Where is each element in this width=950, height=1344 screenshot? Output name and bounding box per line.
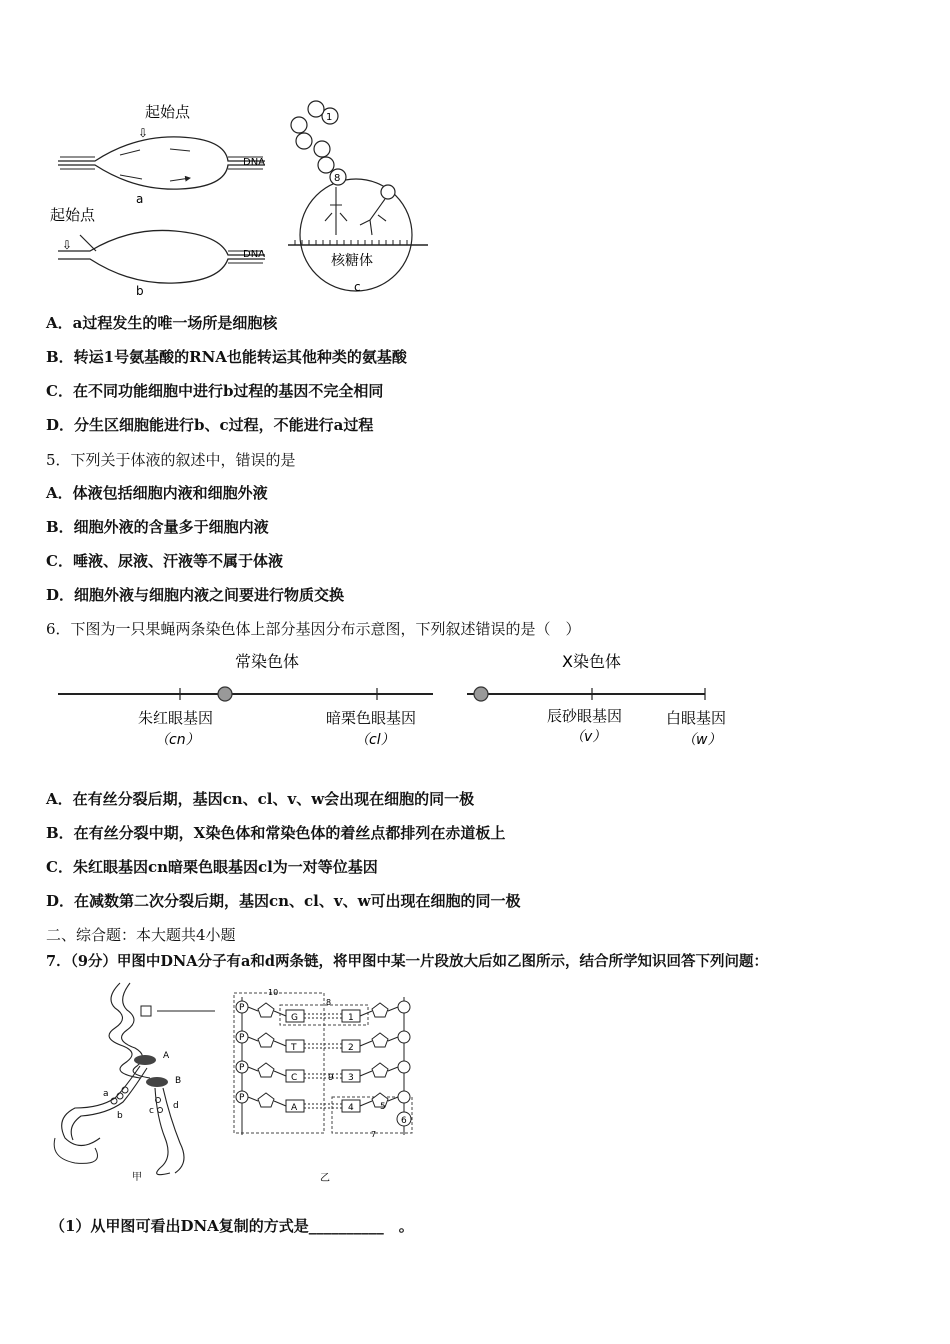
gene-cn: 朱红眼基因 xyxy=(138,709,214,727)
dna-segment-figure-yi xyxy=(228,985,418,1190)
q4-option-b: B．转运1号氨基酸的RNA也能转运其他种类的氨基酸 xyxy=(46,348,407,366)
gene-cn-symbol: （cn） xyxy=(155,732,200,748)
label-dna-a: DNA xyxy=(243,157,266,168)
label-one: 1 xyxy=(326,112,333,123)
label-b: b xyxy=(136,284,144,298)
jia-label-b: b xyxy=(117,1111,123,1121)
label-start-b: 起始点 xyxy=(50,206,96,224)
jia-label-c: c xyxy=(149,1106,154,1116)
yi-phosphate-4: P xyxy=(239,1093,245,1103)
chromosome-gene-map xyxy=(50,645,750,755)
q5-option-c: C．唾液、尿液、汗液等不属于体液 xyxy=(46,552,283,570)
yi-label-9: 9 xyxy=(328,1073,334,1083)
q7-sub1: （1）从甲图可看出DNA复制的方式是__________ 。 xyxy=(50,1217,414,1235)
section-2-heading: 二、综合题：本大题共4小题 xyxy=(46,926,236,944)
yi-base-1: 1 xyxy=(348,1013,354,1023)
yi-label-8: 8 xyxy=(326,998,332,1007)
jia-label-a: a xyxy=(103,1089,109,1099)
yi-base-T: T xyxy=(291,1043,297,1053)
label-eight: 8 xyxy=(334,173,341,184)
jia-label-B: B xyxy=(175,1076,182,1086)
label-ribosome: 核糖体 xyxy=(331,253,373,269)
q6-option-b: B．在有丝分裂中期，X染色体和常染色体的着丝点都排列在赤道板上 xyxy=(46,824,506,842)
jia-label-A: A xyxy=(163,1051,170,1061)
q4-option-d: D．分生区细胞能进行b、c过程，不能进行a过程 xyxy=(46,416,374,434)
gene-cl: 暗栗色眼基因 xyxy=(326,709,417,727)
yi-base-3: 3 xyxy=(348,1073,354,1083)
dna-replication-fork-figure-jia xyxy=(45,978,225,1188)
gene-cl-symbol: （cl） xyxy=(355,732,395,748)
q5-stem: 5．下列关于体液的叙述中，错误的是 xyxy=(46,451,296,469)
q5-option-b: B．细胞外液的含量多于细胞内液 xyxy=(46,518,269,536)
yi-base-C: C xyxy=(291,1073,298,1083)
yi-base-G: G xyxy=(291,1013,298,1023)
yi-phosphate-1: P xyxy=(239,1003,245,1013)
label-dna-b: DNA xyxy=(243,249,266,260)
q5-option-d: D．细胞外液与细胞内液之间要进行物质交换 xyxy=(46,586,345,604)
q4-option-a: A．a过程发生的唯一场所是细胞核 xyxy=(46,314,278,332)
yi-base-A: A xyxy=(291,1103,298,1113)
gene-w: 白眼基因 xyxy=(666,709,727,727)
replication-transcription-translation-figure xyxy=(50,95,440,300)
q6-option-a: A．在有丝分裂后期，基因cn、cl、v、w会出现在细胞的同一极 xyxy=(46,790,475,808)
gene-w-symbol: （w） xyxy=(682,732,722,748)
label-start-a: 起始点 xyxy=(145,103,191,121)
q5-option-a: A．体液包括细胞内液和细胞外液 xyxy=(46,484,268,502)
q7-stem: 7．（9分）甲图中DNA分子有a和d两条链，将甲图中某一片段放大后如乙图所示，结合所学知识回答下列问题： xyxy=(46,953,769,970)
chromo-x-title: X染色体 xyxy=(562,652,621,671)
q6-option-c: C．朱红眼基因cn暗栗色眼基因cl为一对等位基因 xyxy=(46,858,378,876)
yi-base-2: 2 xyxy=(348,1043,354,1053)
yi-phosphate-3: P xyxy=(239,1063,245,1073)
yi-base-4: 4 xyxy=(348,1103,354,1113)
yi-label-5: 5 xyxy=(380,1102,386,1112)
q6-stem: 6．下图为一只果蝇两条染色体上部分基因分布示意图，下列叙述错误的是（ ） xyxy=(46,620,581,638)
fig-jia-caption: 甲 xyxy=(132,1172,142,1183)
fig-yi-caption: 乙 xyxy=(320,1173,330,1184)
q4-option-c: C．在不同功能细胞中进行b过程的基因不完全相同 xyxy=(46,382,384,400)
yi-phosphate-2: P xyxy=(239,1033,245,1043)
chromo-auto-title: 常染色体 xyxy=(235,652,300,671)
svg-text:⇩: ⇩ xyxy=(62,238,73,252)
label-c: c xyxy=(354,280,361,294)
gene-v-symbol: （v） xyxy=(570,729,607,745)
gene-v: 辰砂眼基因 xyxy=(547,707,623,725)
svg-text:⇩: ⇩ xyxy=(138,126,149,140)
yi-label-7: 7 xyxy=(371,1130,377,1139)
label-a: a xyxy=(136,192,144,206)
yi-label-6: 6 xyxy=(401,1116,407,1126)
q6-option-d: D．在减数第二次分裂后期，基因cn、cl、v、w可出现在细胞的同一极 xyxy=(46,892,521,910)
jia-label-d: d xyxy=(173,1101,179,1111)
yi-label-10: 10 xyxy=(268,988,279,997)
